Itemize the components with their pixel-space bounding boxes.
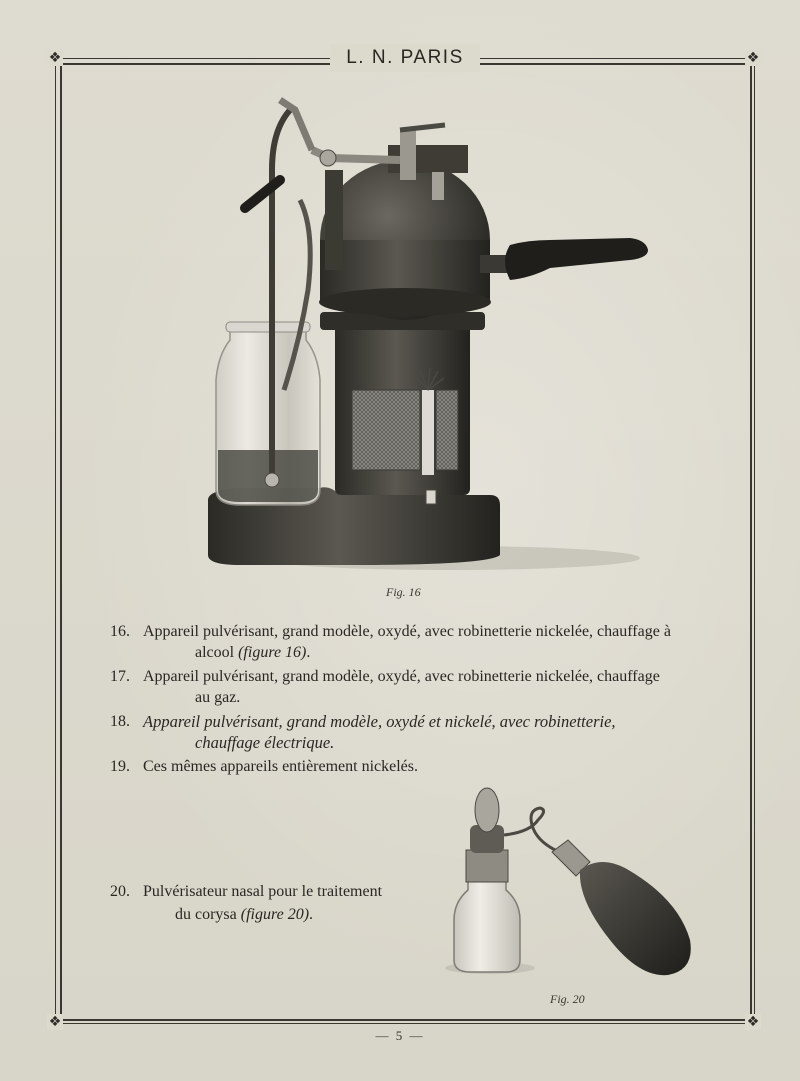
item-text-continued: chauffage électrique. bbox=[195, 733, 335, 752]
item-text-continued: du corysa bbox=[175, 906, 241, 923]
nasal-sprayer-illustration bbox=[440, 780, 700, 980]
list-item-20 bbox=[110, 880, 420, 926]
item-text-continued: au gaz. bbox=[195, 689, 241, 706]
figure-20-caption: Fig. 20 bbox=[550, 992, 585, 1006]
item-number: 19. bbox=[110, 758, 130, 775]
figure-reference: (figure 16) bbox=[238, 644, 307, 661]
list-item bbox=[110, 756, 700, 777]
corner-ornament-icon: ❖ bbox=[746, 50, 760, 66]
item-text-end: . bbox=[309, 906, 314, 923]
item-number: 18. bbox=[110, 713, 130, 730]
item-text: Ces mêmes appareils entièrement nickelés. bbox=[143, 758, 419, 775]
sprayer-apparatus-illustration bbox=[200, 90, 660, 575]
item-text-end: . bbox=[306, 644, 311, 661]
item-text: Appareil pulvérisant, grand modèle, oxydé, avec robinetterie nickelée, chauffage à bbox=[143, 623, 671, 640]
item-number: 17. bbox=[110, 668, 130, 685]
list-item bbox=[110, 711, 700, 753]
figure-reference: (figure 20) bbox=[240, 906, 310, 923]
corner-ornament-icon: ❖ bbox=[746, 1014, 760, 1030]
corner-ornament-icon: ❖ bbox=[48, 1014, 62, 1030]
list-item bbox=[110, 666, 700, 708]
item-text: Appareil pulvérisant, grand modèle, oxydé et nickelé, avec robinetterie, bbox=[143, 712, 616, 731]
corner-ornament-icon: ❖ bbox=[48, 50, 62, 66]
list-item bbox=[110, 621, 700, 663]
header-brand: L. N. PARIS bbox=[330, 44, 480, 72]
product-list bbox=[110, 621, 700, 777]
item-number: 20. bbox=[110, 883, 130, 900]
page-number: — 5 — bbox=[375, 1028, 425, 1043]
item-text: Pulvérisateur nasal pour le traitement bbox=[143, 883, 383, 900]
figure-16-caption: Fig. 16 bbox=[386, 585, 421, 599]
item-text: Appareil pulvérisant, grand modèle, oxydé, avec robinetterie nickelée, chauffage bbox=[143, 668, 660, 685]
item-number: 16. bbox=[110, 623, 130, 640]
item-text-continued: alcool bbox=[195, 644, 239, 661]
